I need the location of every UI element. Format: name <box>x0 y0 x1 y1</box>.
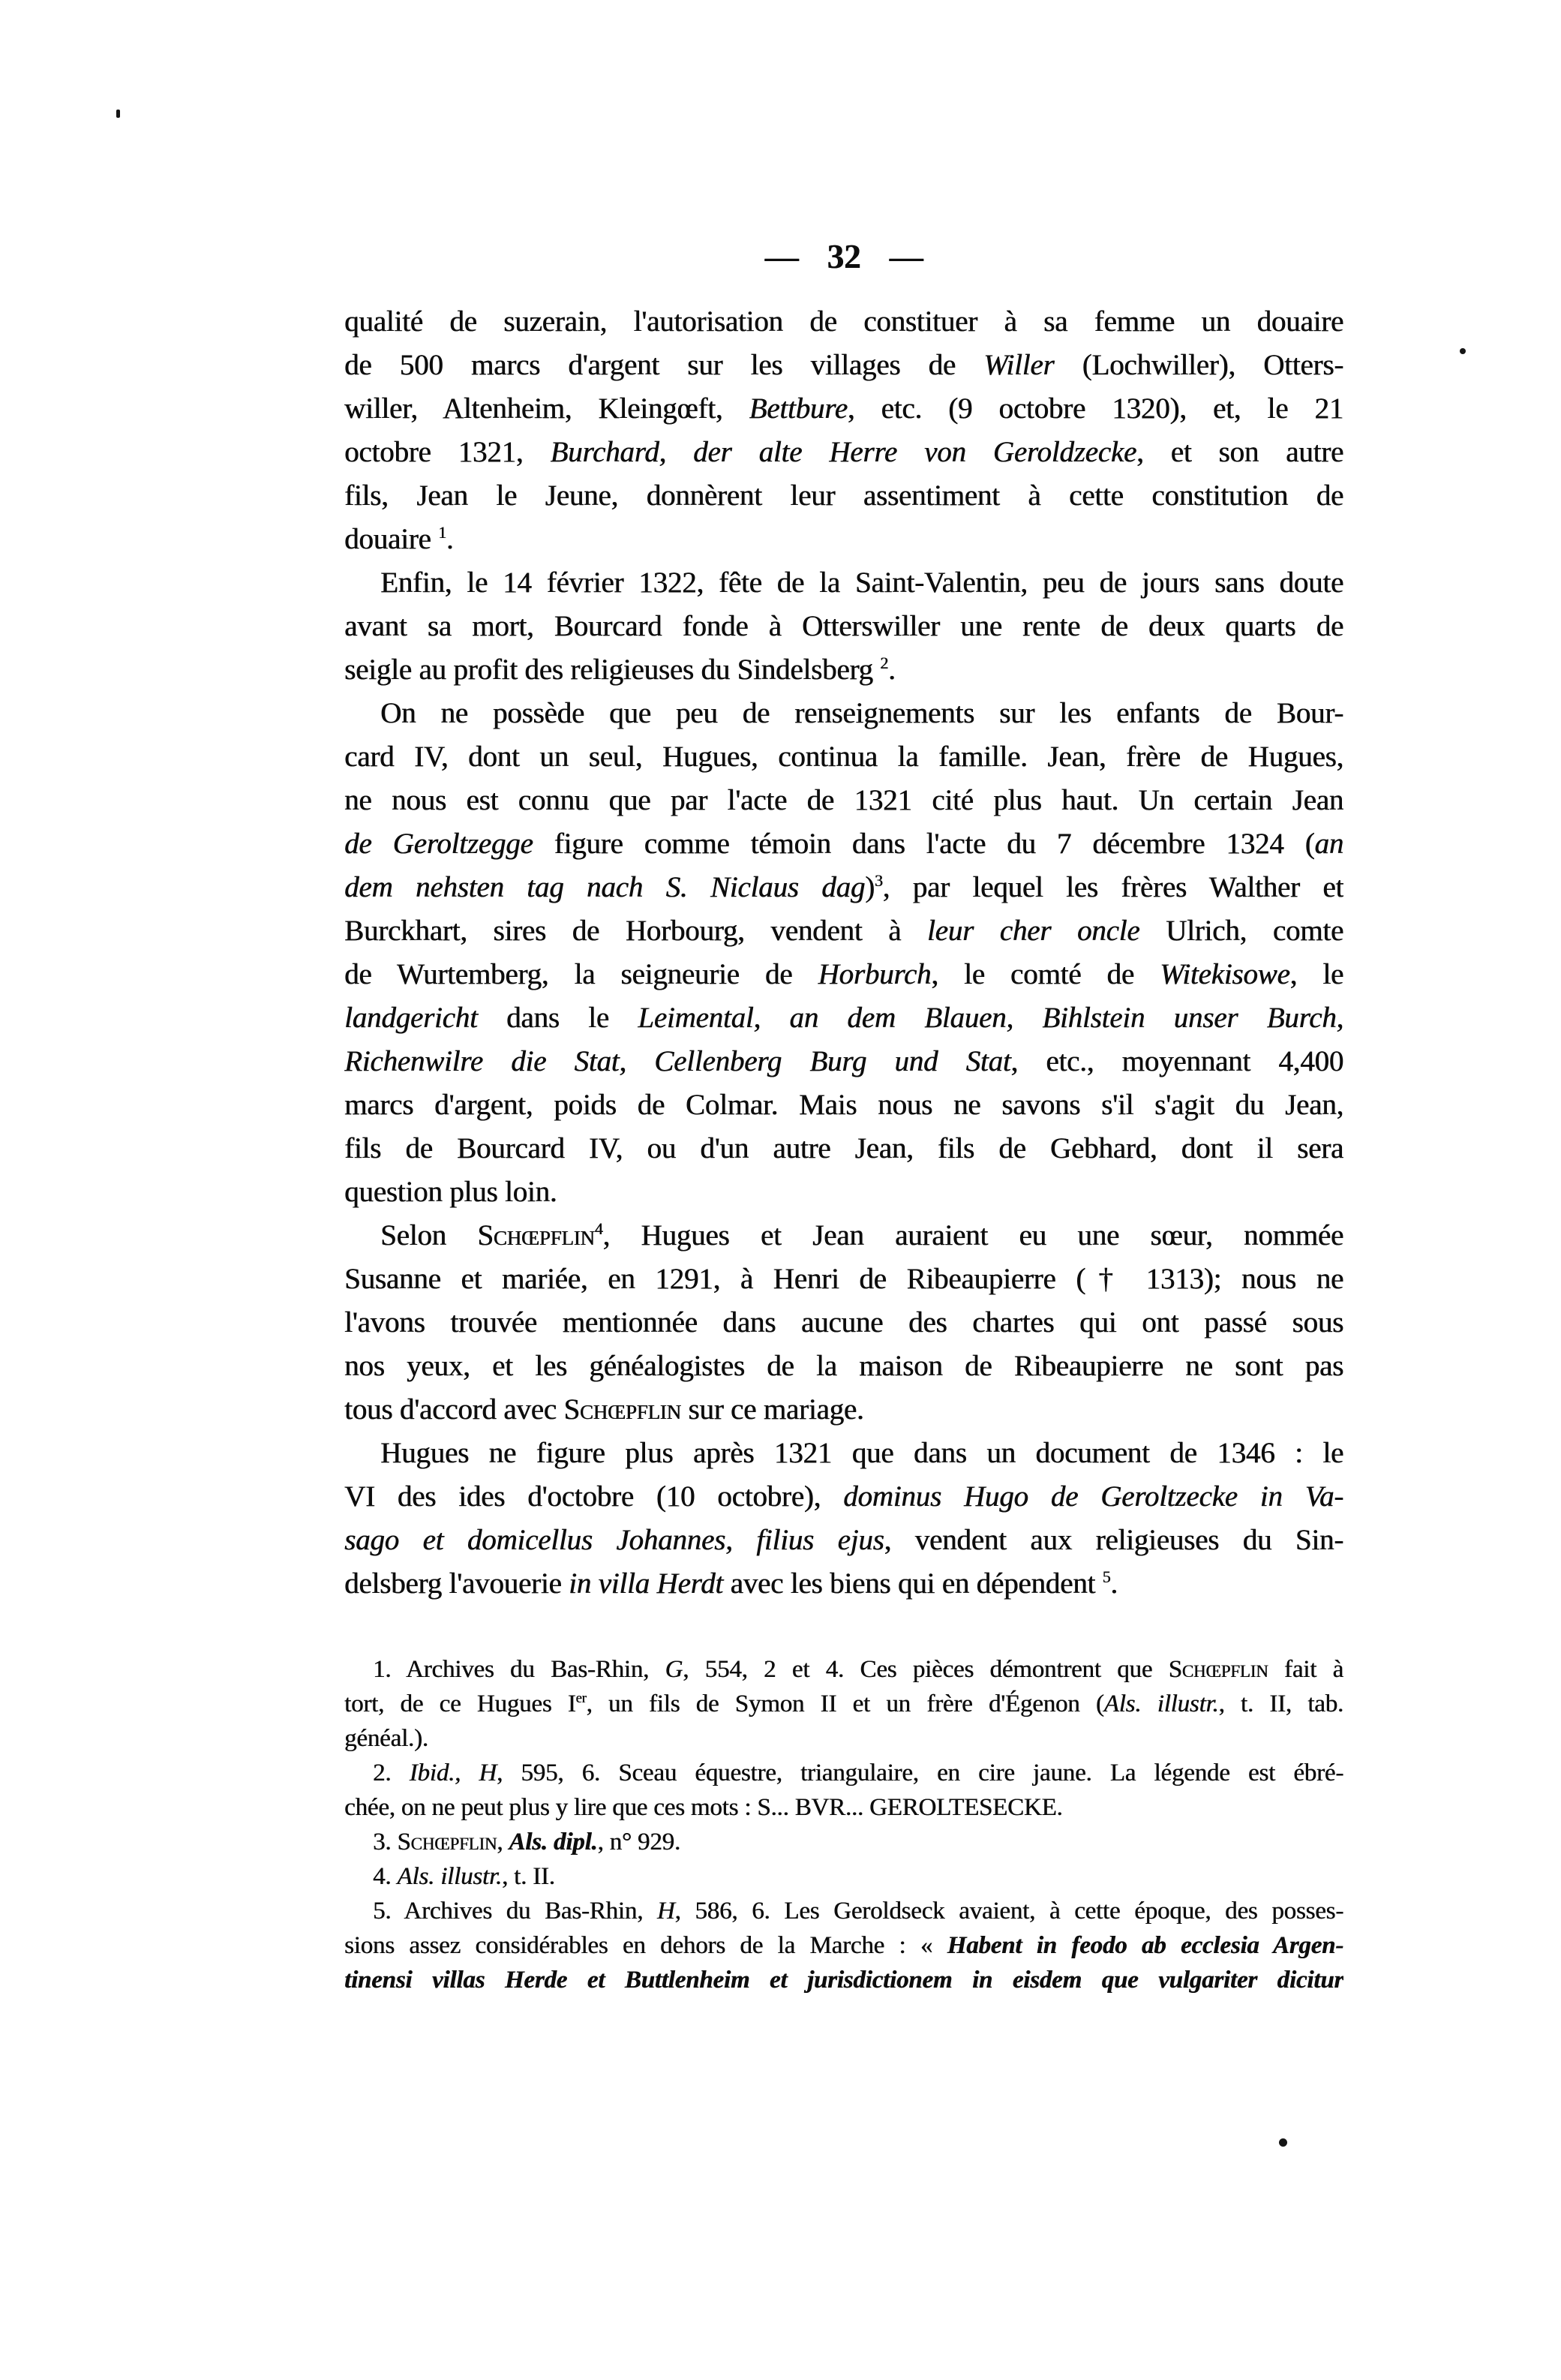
text-segment: . <box>1110 1567 1118 1600</box>
text-segment: chée, on ne peut plus y lire que ces mots : S... BVR... GEROLTESECKE. <box>344 1794 1063 1821</box>
text-segment: marcs d'argent, poids de Colmar. Mais nous ne savons s'il s'agit du Jean, <box>344 1089 1343 1121</box>
text-line <box>344 474 1343 518</box>
paragraph <box>344 1432 1343 1606</box>
text-segment: er <box>575 1690 587 1705</box>
text-segment: , 554, 2 et 4. Ces pièces démontrent que <box>683 1656 1169 1683</box>
text-line <box>344 518 1343 561</box>
ink-speck <box>1460 348 1466 354</box>
text-line <box>344 1040 1343 1083</box>
footnotes <box>344 1652 1343 1997</box>
text-segment: , par lequel les frères Walther et <box>882 871 1343 903</box>
text-line <box>344 1825 1343 1859</box>
text-segment: G <box>665 1656 683 1683</box>
ink-speck <box>116 110 120 118</box>
text-line <box>344 1687 1343 1721</box>
page-number: 32 <box>827 238 861 275</box>
text-segment: Schœpflin <box>397 1829 497 1856</box>
text-segment: ne nous est connu que par l'acte de 1321 cité plus haut. Un certain Jean <box>344 784 1343 816</box>
text-segment: . <box>888 654 896 686</box>
text-line <box>344 605 1343 648</box>
text-segment: Willer <box>983 349 1055 381</box>
main-text <box>344 300 1343 1606</box>
text-segment: Susanne et mariée, en 1291, à Henri de Ribeaupierre († 1313); nous ne <box>344 1263 1343 1295</box>
text-segment: fils de Bourcard IV, ou d'un autre Jean, fils de Gebhard, dont il sera <box>344 1132 1343 1164</box>
text-segment: 4. <box>373 1863 398 1890</box>
text-segment: Horburch <box>818 958 932 990</box>
footnote <box>344 1894 1343 1997</box>
text-segment: avec les biens qui en dépendent <box>722 1567 1103 1600</box>
text-line <box>344 1475 1343 1519</box>
text-segment: Leimental, an dem Blauen, Bihlstein unser Burch, <box>638 1002 1343 1034</box>
text-segment: l'avons trouvée mentionnée dans aucune des chartes qui ont passé sous <box>344 1306 1343 1339</box>
text-line <box>344 648 1343 692</box>
text-segment: , t. II. <box>501 1863 555 1890</box>
text-segment: Bettbure <box>749 392 848 425</box>
text-segment: , Hugues et Jean auraient eu une sœur, nommée <box>602 1219 1343 1252</box>
text-segment: (Lochwiller), Otters- <box>1054 349 1343 381</box>
text-segment: sago et domicellus Johannes, filius ejus <box>344 1524 884 1556</box>
text-segment: , 586, 6. Les Geroldseck avaient, à cette époque, des posses- <box>674 1898 1343 1925</box>
text-segment: Schœpflin <box>1168 1656 1268 1683</box>
text-line <box>344 1756 1343 1790</box>
text-segment: de Wurtemberg, la seigneurie de <box>344 958 818 990</box>
text-segment: an <box>1314 828 1343 860</box>
text-line <box>344 953 1343 996</box>
text-segment: de Geroltzegge <box>344 828 533 860</box>
text-line <box>344 909 1343 953</box>
text-segment: H <box>656 1898 675 1925</box>
text-segment: landgericht <box>344 1002 478 1034</box>
text-segment: sur ce mariage. <box>680 1393 864 1426</box>
text-line <box>344 344 1343 387</box>
text-segment: , un fils de Symon II et un frère d'Égenon ( <box>586 1690 1104 1717</box>
text-segment: card IV, dont un seul, Hugues, continua la famille. Jean, frère de Hugues, <box>344 741 1343 773</box>
text-segment: tous d'accord avec <box>344 1393 564 1426</box>
text-segment: Ulrich, comte <box>1139 915 1343 947</box>
text-line <box>344 387 1343 431</box>
text-segment: leur cher oncle <box>926 915 1140 947</box>
text-line <box>344 1859 1343 1894</box>
text-line <box>344 561 1343 605</box>
text-segment: dans le <box>477 1002 638 1034</box>
text-segment: 5 <box>1102 1568 1111 1586</box>
text-segment: Als. illustr. <box>397 1863 502 1890</box>
text-segment: , t. II, tab. <box>1218 1690 1343 1717</box>
paragraph <box>344 561 1343 692</box>
text-segment: , et son autre <box>1136 436 1343 468</box>
text-line <box>344 866 1343 909</box>
footnote <box>344 1652 1343 1756</box>
text-segment: 4 <box>594 1220 603 1238</box>
text-segment: Enfin, le 14 février 1322, fête de la Saint-Valentin, peu de jours sans doute <box>380 566 1343 599</box>
text-segment: ) <box>865 871 875 903</box>
text-segment: , 595, 6. Sceau équestre, triangulaire, en cire jaune. La légende est ébré- <box>497 1759 1343 1787</box>
text-segment: avant sa mort, Bourcard fonde à Otterswiller une rente de deux quarts de <box>344 610 1343 642</box>
text-segment: Burchard, der alte Herre von Geroldzecke <box>550 436 1136 468</box>
text-line <box>344 1388 1343 1432</box>
text-segment: in villa Herdt <box>569 1567 723 1600</box>
text-segment: Witekisowe <box>1160 958 1290 990</box>
text-segment: On ne possède que peu de renseignements sur les enfants de Bour- <box>380 697 1343 729</box>
text-line <box>344 1928 1343 1963</box>
text-segment: sions assez considérables en dehors de la Marche : « <box>344 1932 947 1959</box>
text-segment: 3 <box>874 872 883 890</box>
text-segment: fils, Jean le Jeune, donnèrent leur assentiment à cette constitution de <box>344 479 1343 512</box>
page-number-header <box>344 237 1343 276</box>
text-line <box>344 1083 1343 1127</box>
text-segment: Burckhart, sires de Horbourg, vendent à <box>344 915 927 947</box>
paragraph <box>344 300 1343 561</box>
text-line <box>344 1963 1343 1997</box>
text-line <box>344 431 1343 474</box>
text-line <box>344 1432 1343 1475</box>
text-segment: figure comme témoin dans l'acte du 7 décembre 1324 ( <box>533 828 1315 860</box>
text-line <box>344 822 1343 866</box>
text-segment: Habent in feodo ab ecclesia Argen- <box>947 1932 1343 1959</box>
text-segment: Schœpflin <box>477 1219 595 1252</box>
text-line <box>344 692 1343 735</box>
text-segment: , <box>497 1829 509 1856</box>
text-segment: de 500 marcs d'argent sur les villages de <box>344 349 984 381</box>
text-segment: tinensi villas Herde et Buttlenheim et jurisdictionem in eisdem que vulgariter dicitur <box>344 1967 1343 1994</box>
text-line <box>344 1345 1343 1388</box>
text-line <box>344 996 1343 1040</box>
text-line <box>344 1258 1343 1301</box>
text-segment: Selon <box>380 1219 478 1252</box>
text-line <box>344 735 1343 779</box>
text-segment: , n° 929. <box>597 1829 680 1856</box>
paragraph <box>344 692 1343 1214</box>
text-line <box>344 1790 1343 1825</box>
text-segment: nos yeux, et les généalogistes de la maison de Ribeaupierre ne sont pas <box>344 1350 1343 1382</box>
text-segment: fait à <box>1268 1656 1343 1683</box>
footnote <box>344 1756 1343 1825</box>
text-segment: , le comté de <box>931 958 1160 990</box>
text-segment: VI des ides d'octobre (10 octobre), <box>344 1480 844 1513</box>
paragraph <box>344 1214 1343 1432</box>
ink-speck <box>1279 2138 1287 2147</box>
text-segment: Ibid., H <box>409 1759 497 1787</box>
text-line <box>344 1562 1343 1606</box>
text-segment: , le <box>1289 958 1343 990</box>
text-line <box>344 300 1343 344</box>
text-segment: Als. dipl. <box>509 1829 598 1856</box>
text-line <box>344 1721 1343 1756</box>
text-segment: question plus loin. <box>344 1176 557 1208</box>
footnote <box>344 1859 1343 1894</box>
text-segment: 1 <box>438 524 446 542</box>
text-segment: 5. Archives du Bas-Rhin, <box>373 1898 657 1925</box>
text-segment: delsberg l'avouerie <box>344 1567 569 1600</box>
text-segment: , vendent aux religieuses du Sin- <box>884 1524 1343 1556</box>
text-line <box>344 1519 1343 1562</box>
text-segment: douaire <box>344 523 439 555</box>
text-segment: dominus Hugo de Geroltzecke in Va- <box>843 1480 1343 1513</box>
text-segment: 3. <box>373 1829 398 1856</box>
text-segment: 2 <box>880 654 888 672</box>
text-segment: généal.). <box>344 1725 428 1752</box>
text-line <box>344 1894 1343 1928</box>
text-line <box>344 1170 1343 1214</box>
text-segment: qualité de suzerain, l'autorisation de constituer à sa femme un douaire <box>344 305 1343 338</box>
text-segment: octobre 1321, <box>344 436 551 468</box>
text-segment: seigle au profit des religieuses du Sindelsberg <box>344 654 881 686</box>
text-line <box>344 1214 1343 1258</box>
page-number-dash-left: — <box>764 238 799 275</box>
text-segment: Hugues ne figure plus après 1321 que dans un document de 1346 : le <box>380 1437 1343 1469</box>
text-segment: , etc. (9 octobre 1320), et, le 21 <box>847 392 1343 425</box>
text-segment: . <box>446 523 454 555</box>
text-segment: dem nehsten tag nach S. Niclaus dag <box>344 871 866 903</box>
text-line <box>344 1652 1343 1687</box>
text-segment: , etc., moyennant 4,400 <box>1010 1045 1343 1077</box>
page-number-dash-right: — <box>889 238 923 275</box>
text-line <box>344 1301 1343 1345</box>
text-segment: 2. <box>373 1759 410 1787</box>
text-segment: Schœpflin <box>563 1393 681 1426</box>
footnote <box>344 1825 1343 1859</box>
text-segment: Als. illustr. <box>1103 1690 1219 1717</box>
text-line <box>344 779 1343 822</box>
text-segment: willer, Altenheim, Kleingœft, <box>344 392 749 425</box>
text-segment: Richenwilre die Stat, Cellenberg Burg und Stat <box>344 1045 1011 1077</box>
text-segment: tort, de ce Hugues I <box>344 1690 576 1717</box>
text-segment: 1. Archives du Bas-Rhin, <box>373 1656 665 1683</box>
text-line <box>344 1127 1343 1170</box>
